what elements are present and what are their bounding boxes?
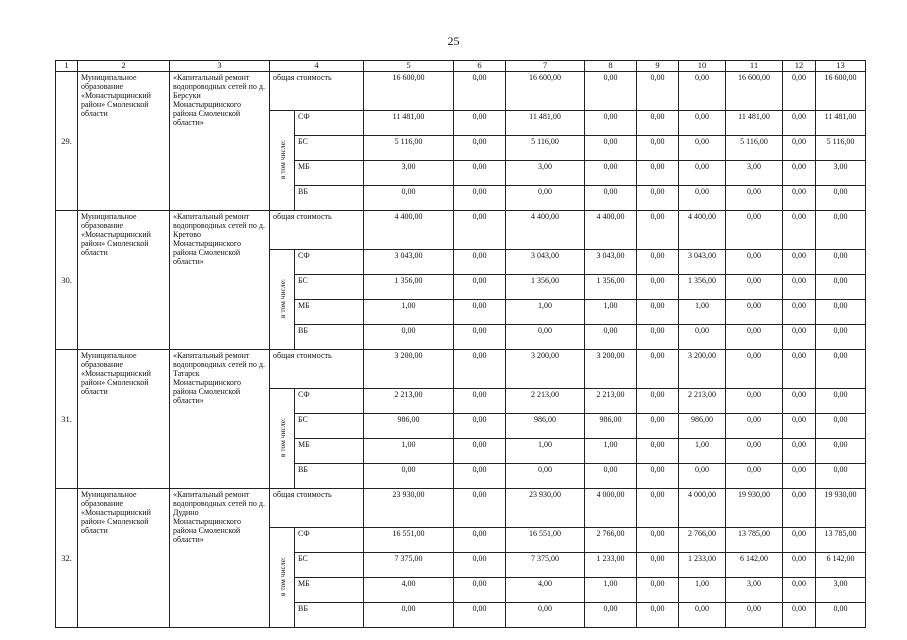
total-value-cell: 0,00 [637,211,679,250]
funding-value-cell: 986,00 [364,414,454,439]
funding-value-cell: 0,00 [783,389,816,414]
record-number: 29. [56,72,78,211]
funding-value-cell: 0,00 [726,300,783,325]
funding-value-cell: 1,00 [506,300,585,325]
funding-value-cell: 3,00 [816,578,866,603]
funding-source-label: ВБ [295,325,364,350]
column-number-4: 4 [270,61,364,72]
funding-value-cell: 0,00 [783,136,816,161]
funding-value-cell: 0,00 [679,161,726,186]
funding-value-cell: 0,00 [364,603,454,628]
funding-source-label: БС [295,136,364,161]
funding-value-cell: 0,00 [726,275,783,300]
column-number-2: 2 [78,61,170,72]
total-cost-label: общая стоимость [270,489,364,528]
funding-value-cell: 986,00 [585,414,637,439]
funding-value-cell: 4,00 [364,578,454,603]
funding-value-cell: 1 356,00 [585,275,637,300]
funding-value-cell: 0,00 [454,186,506,211]
funding-value-cell: 0,00 [454,136,506,161]
total-value-cell: 4 400,00 [506,211,585,250]
funding-value-cell: 0,00 [783,603,816,628]
funding-value-cell: 1,00 [585,439,637,464]
budget-table [55,60,866,628]
funding-source-label: ВБ [295,186,364,211]
funding-value-cell: 0,00 [585,464,637,489]
funding-value-cell: 0,00 [816,325,866,350]
funding-value-cell: 0,00 [679,325,726,350]
page-number: 25 [447,34,460,48]
funding-value-cell: 0,00 [506,325,585,350]
record-number: 32. [56,489,78,628]
funding-value-cell: 1 233,00 [679,553,726,578]
total-value-cell: 0,00 [816,211,866,250]
funding-value-cell: 2 213,00 [679,389,726,414]
record-number: 30. [56,211,78,350]
funding-value-cell: 0,00 [816,603,866,628]
funding-value-cell: 1,00 [585,300,637,325]
funding-value-cell: 0,00 [637,300,679,325]
funding-source-label: МБ [295,161,364,186]
column-number-7: 7 [506,61,585,72]
funding-value-cell: 3 043,00 [679,250,726,275]
funding-value-cell: 0,00 [726,464,783,489]
funding-value-cell: 3 043,00 [506,250,585,275]
funding-value-cell: 0,00 [585,161,637,186]
funding-source-label: БС [295,275,364,300]
funding-value-cell: 0,00 [585,136,637,161]
funding-value-cell: 16 551,00 [364,528,454,553]
total-cost-label: общая стоимость [270,211,364,250]
funding-value-cell: 0,00 [637,161,679,186]
funding-source-label: СФ [295,250,364,275]
funding-value-cell: 0,00 [585,111,637,136]
funding-value-cell: 0,00 [637,528,679,553]
total-value-cell: 0,00 [637,350,679,389]
funding-value-cell: 0,00 [816,414,866,439]
record-description: «Капитальный ремонт водопроводных сетей по д. Дудино Монастырщинского района Смоленской области» [170,489,270,628]
total-value-cell: 0,00 [726,211,783,250]
funding-value-cell: 2 213,00 [506,389,585,414]
funding-value-cell: 11 481,00 [726,111,783,136]
total-value-cell: 0,00 [637,489,679,528]
funding-value-cell: 16 551,00 [506,528,585,553]
total-value-cell: 16 600,00 [506,72,585,111]
funding-value-cell: 0,00 [726,439,783,464]
record-total-row [56,211,866,250]
funding-value-cell: 0,00 [637,250,679,275]
column-number-9: 9 [637,61,679,72]
table-body [56,61,866,628]
funding-value-cell: 0,00 [637,464,679,489]
column-number-5: 5 [364,61,454,72]
funding-value-cell: 0,00 [637,389,679,414]
funding-source-label: ВБ [295,603,364,628]
funding-value-cell: 0,00 [364,186,454,211]
record-description: «Капитальный ремонт водопроводных сетей по д. Кретово Монастырщинского района Смоленской области» [170,211,270,350]
funding-value-cell: 0,00 [585,603,637,628]
total-value-cell: 0,00 [783,489,816,528]
total-value-cell: 0,00 [454,350,506,389]
funding-value-cell: 0,00 [783,414,816,439]
funding-value-cell: 0,00 [454,439,506,464]
funding-value-cell: 0,00 [454,300,506,325]
funding-value-cell: 5 116,00 [816,136,866,161]
funding-value-cell: 0,00 [816,439,866,464]
funding-value-cell: 3,00 [726,578,783,603]
total-value-cell: 0,00 [637,72,679,111]
record-organization: Муниципальное образование «Монастырщинский район» Смоленской области [78,350,170,489]
funding-value-cell: 0,00 [783,186,816,211]
funding-value-cell: 0,00 [783,578,816,603]
funding-value-cell: 0,00 [364,464,454,489]
total-value-cell: 0,00 [783,72,816,111]
funding-value-cell: 0,00 [726,186,783,211]
funding-source-label: МБ [295,578,364,603]
including-label: в том числе: [277,556,287,597]
funding-source-label: МБ [295,300,364,325]
total-value-cell: 4 400,00 [585,211,637,250]
funding-value-cell: 2 213,00 [364,389,454,414]
funding-value-cell: 11 481,00 [364,111,454,136]
funding-value-cell: 986,00 [679,414,726,439]
total-value-cell: 0,00 [783,211,816,250]
funding-value-cell: 6 142,00 [726,553,783,578]
funding-value-cell: 3,00 [816,161,866,186]
funding-value-cell: 1 356,00 [506,275,585,300]
funding-value-cell: 0,00 [454,389,506,414]
total-value-cell: 3 200,00 [679,350,726,389]
including-label-cell [270,389,295,489]
funding-value-cell: 0,00 [585,325,637,350]
funding-value-cell: 0,00 [506,186,585,211]
total-value-cell: 23 930,00 [364,489,454,528]
funding-value-cell: 0,00 [454,111,506,136]
funding-value-cell: 0,00 [637,111,679,136]
funding-value-cell: 0,00 [783,553,816,578]
total-value-cell: 4 400,00 [364,211,454,250]
total-value-cell: 19 930,00 [726,489,783,528]
column-number-11: 11 [726,61,783,72]
funding-value-cell: 0,00 [679,464,726,489]
including-label: в том числе: [277,278,287,319]
funding-value-cell: 0,00 [726,325,783,350]
total-value-cell: 0,00 [454,489,506,528]
total-value-cell: 16 600,00 [816,72,866,111]
including-label: в том числе: [277,417,287,458]
total-cost-label: общая стоимость [270,72,364,111]
funding-value-cell: 0,00 [454,161,506,186]
funding-value-cell: 0,00 [783,528,816,553]
funding-value-cell: 2 766,00 [679,528,726,553]
total-value-cell: 16 600,00 [726,72,783,111]
funding-value-cell: 0,00 [637,578,679,603]
funding-value-cell: 1 233,00 [585,553,637,578]
total-value-cell: 0,00 [454,211,506,250]
funding-value-cell: 0,00 [783,111,816,136]
funding-value-cell: 3,00 [726,161,783,186]
record-description: «Капитальный ремонт водопроводных сетей по д. Берсуки Монастырщинского района Смоленской области» [170,72,270,211]
funding-value-cell: 0,00 [783,439,816,464]
funding-value-cell: 5 116,00 [726,136,783,161]
funding-value-cell: 0,00 [637,414,679,439]
column-number-12: 12 [783,61,816,72]
funding-value-cell: 0,00 [585,186,637,211]
funding-source-label: БС [295,553,364,578]
funding-value-cell: 0,00 [816,250,866,275]
funding-value-cell: 0,00 [783,325,816,350]
funding-value-cell: 5 116,00 [364,136,454,161]
funding-value-cell: 0,00 [454,528,506,553]
funding-source-label: СФ [295,528,364,553]
total-value-cell: 4 000,00 [585,489,637,528]
funding-value-cell: 0,00 [783,300,816,325]
funding-value-cell: 0,00 [454,325,506,350]
total-value-cell: 4 400,00 [679,211,726,250]
funding-value-cell: 13 785,00 [816,528,866,553]
record-description: «Капитальный ремонт водопроводных сетей по д. Татарск Монастырщинского района Смоленской области» [170,350,270,489]
total-value-cell: 0,00 [585,72,637,111]
funding-value-cell: 11 481,00 [506,111,585,136]
column-number-6: 6 [454,61,506,72]
record-total-row [56,72,866,111]
funding-value-cell: 0,00 [783,464,816,489]
funding-value-cell: 0,00 [454,250,506,275]
funding-value-cell: 6 142,00 [816,553,866,578]
funding-value-cell: 0,00 [816,186,866,211]
column-number-8: 8 [585,61,637,72]
funding-value-cell: 0,00 [726,414,783,439]
total-value-cell: 16 600,00 [364,72,454,111]
including-label: в том числе: [277,139,287,180]
funding-value-cell: 3,00 [506,161,585,186]
funding-value-cell: 0,00 [637,439,679,464]
including-label-cell [270,111,295,211]
funding-value-cell: 1,00 [679,300,726,325]
funding-value-cell: 3 043,00 [364,250,454,275]
total-cost-label: общая стоимость [270,350,364,389]
including-label-cell [270,528,295,628]
funding-value-cell: 0,00 [637,553,679,578]
funding-value-cell: 1,00 [585,578,637,603]
funding-value-cell: 3,00 [364,161,454,186]
funding-value-cell: 0,00 [637,603,679,628]
funding-value-cell: 0,00 [637,325,679,350]
funding-value-cell: 0,00 [783,250,816,275]
total-value-cell: 0,00 [454,72,506,111]
funding-value-cell: 1,00 [679,578,726,603]
record-number: 31. [56,350,78,489]
funding-value-cell: 0,00 [726,603,783,628]
funding-value-cell: 1,00 [364,300,454,325]
column-header-row [56,61,866,72]
funding-value-cell: 0,00 [637,136,679,161]
total-value-cell: 3 200,00 [506,350,585,389]
record-organization: Муниципальное образование «Монастырщинский район» Смоленской области [78,72,170,211]
funding-value-cell: 0,00 [454,414,506,439]
funding-value-cell: 0,00 [816,275,866,300]
funding-value-cell: 1,00 [506,439,585,464]
funding-value-cell: 0,00 [726,250,783,275]
funding-value-cell: 3 043,00 [585,250,637,275]
funding-value-cell: 0,00 [783,161,816,186]
funding-value-cell: 0,00 [454,275,506,300]
funding-source-label: СФ [295,389,364,414]
funding-value-cell: 0,00 [816,389,866,414]
funding-value-cell: 1,00 [364,439,454,464]
funding-value-cell: 7 375,00 [364,553,454,578]
funding-source-label: БС [295,414,364,439]
funding-value-cell: 0,00 [637,186,679,211]
funding-value-cell: 1 356,00 [364,275,454,300]
total-value-cell: 3 200,00 [364,350,454,389]
funding-value-cell: 2 766,00 [585,528,637,553]
funding-value-cell: 0,00 [454,553,506,578]
funding-value-cell: 4,00 [506,578,585,603]
record-organization: Муниципальное образование «Монастырщинский район» Смоленской области [78,211,170,350]
funding-value-cell: 0,00 [506,464,585,489]
column-number-3: 3 [170,61,270,72]
funding-value-cell: 0,00 [506,603,585,628]
funding-value-cell: 0,00 [364,325,454,350]
funding-value-cell: 7 375,00 [506,553,585,578]
total-value-cell: 0,00 [679,72,726,111]
funding-source-label: ВБ [295,464,364,489]
funding-value-cell: 0,00 [454,603,506,628]
funding-value-cell: 0,00 [726,389,783,414]
funding-value-cell: 0,00 [816,464,866,489]
funding-value-cell: 0,00 [637,275,679,300]
record-organization: Муниципальное образование «Монастырщинский район» Смоленской области [78,489,170,628]
funding-value-cell: 0,00 [454,464,506,489]
funding-value-cell: 11 481,00 [816,111,866,136]
funding-value-cell: 2 213,00 [585,389,637,414]
funding-source-label: МБ [295,439,364,464]
total-value-cell: 0,00 [726,350,783,389]
funding-value-cell: 0,00 [679,603,726,628]
funding-value-cell: 0,00 [783,275,816,300]
funding-value-cell: 0,00 [816,300,866,325]
funding-source-label: СФ [295,111,364,136]
column-number-1: 1 [56,61,78,72]
including-label-cell [270,250,295,350]
total-value-cell: 0,00 [783,350,816,389]
funding-value-cell: 986,00 [506,414,585,439]
funding-value-cell: 1 356,00 [679,275,726,300]
funding-value-cell: 13 785,00 [726,528,783,553]
column-number-13: 13 [816,61,866,72]
total-value-cell: 3 200,00 [585,350,637,389]
record-total-row [56,489,866,528]
funding-value-cell: 0,00 [679,136,726,161]
funding-value-cell: 0,00 [679,186,726,211]
funding-value-cell: 5 116,00 [506,136,585,161]
funding-value-cell: 1,00 [679,439,726,464]
total-value-cell: 0,00 [816,350,866,389]
column-number-10: 10 [679,61,726,72]
total-value-cell: 4 000,00 [679,489,726,528]
total-value-cell: 23 930,00 [506,489,585,528]
record-total-row [56,350,866,389]
funding-value-cell: 0,00 [679,111,726,136]
total-value-cell: 19 930,00 [816,489,866,528]
funding-value-cell: 0,00 [454,578,506,603]
